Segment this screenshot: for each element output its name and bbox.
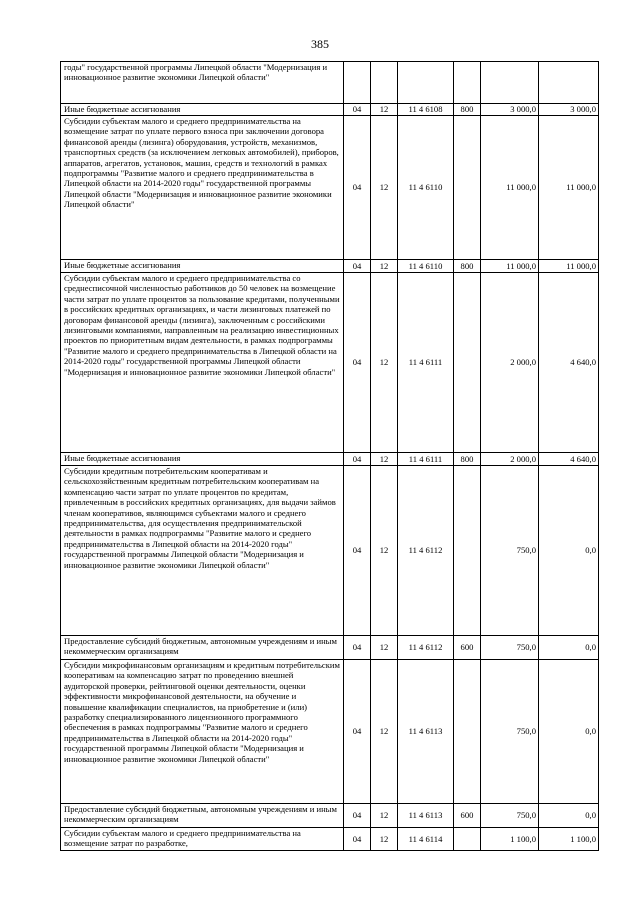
row-subsection: 12 bbox=[371, 453, 398, 466]
table-row bbox=[61, 116, 599, 260]
table-row bbox=[61, 260, 599, 273]
row-section: 04 bbox=[344, 636, 371, 660]
row-expense-type: 800 bbox=[454, 453, 481, 466]
row-target-article: 11 4 6113 bbox=[398, 804, 454, 828]
row-section: 04 bbox=[344, 466, 371, 636]
row-expense-type bbox=[454, 116, 481, 260]
row-subsection: 12 bbox=[371, 636, 398, 660]
budget-table bbox=[60, 61, 599, 851]
row-subsection: 12 bbox=[371, 116, 398, 260]
row-subsection: 12 bbox=[371, 466, 398, 636]
row-expense-type: 800 bbox=[454, 260, 481, 273]
row-section: 04 bbox=[344, 804, 371, 828]
row-amount-2: 4 640,0 bbox=[539, 453, 599, 466]
row-section: 04 bbox=[344, 260, 371, 273]
row-target-article: 11 4 6110 bbox=[398, 260, 454, 273]
row-amount-2 bbox=[539, 62, 599, 104]
row-name: Субсидии субъектам малого и среднего предпринимательства со среднесписочной численностью работников до 50 человек на возмещение части затрат по уплате процентов за пользование кредитами, полученными в российских кредитных организациях, и части лизинговых платежей по договорам финансовой аренды (лизинга), заключенным с российскими лизинговыми компаниями, направленным на реализацию инвестиционных проектов по приоритетным видам деятельности, в рамках подпрограммы "Развитие малого и среднего предпринимательства в Липецкой области на 2014-2020 годы" государственной программы Липецкой области "Модернизация и инновационное развитие экономики Липецкой области" bbox=[61, 273, 344, 453]
row-amount-1: 750,0 bbox=[481, 636, 539, 660]
row-amount-1: 2 000,0 bbox=[481, 453, 539, 466]
row-expense-type: 600 bbox=[454, 636, 481, 660]
row-amount-2: 3 000,0 bbox=[539, 104, 599, 116]
row-name: Предоставление субсидий бюджетным, автономным учреждениям и иным некоммерческим организациям bbox=[61, 804, 344, 828]
row-amount-2: 0,0 bbox=[539, 804, 599, 828]
row-amount-1: 3 000,0 bbox=[481, 104, 539, 116]
row-target-article: 11 4 6110 bbox=[398, 116, 454, 260]
table-row bbox=[61, 828, 599, 851]
row-amount-1 bbox=[481, 62, 539, 104]
table-row bbox=[61, 636, 599, 660]
table-row bbox=[61, 273, 599, 453]
table-row bbox=[61, 466, 599, 636]
row-subsection: 12 bbox=[371, 273, 398, 453]
table-row bbox=[61, 453, 599, 466]
row-subsection: 12 bbox=[371, 260, 398, 273]
row-section: 04 bbox=[344, 273, 371, 453]
row-section: 04 bbox=[344, 104, 371, 116]
row-target-article: 11 4 6113 bbox=[398, 660, 454, 804]
row-target-article: 11 4 6108 bbox=[398, 104, 454, 116]
row-expense-type: 800 bbox=[454, 104, 481, 116]
row-amount-2: 4 640,0 bbox=[539, 273, 599, 453]
row-expense-type bbox=[454, 660, 481, 804]
row-section: 04 bbox=[344, 828, 371, 851]
row-amount-1: 11 000,0 bbox=[481, 116, 539, 260]
row-subsection: 12 bbox=[371, 828, 398, 851]
row-amount-2: 0,0 bbox=[539, 660, 599, 804]
row-name: Субсидии субъектам малого и среднего предпринимательства на возмещение затрат по уплате первого взноса при заключении договора финансовой аренды (лизинга) оборудования, устройств, механизмов, транспортных средств (за исключением легковых автомобилей), приборов, аппаратов, агрегатов, установок, машин, средств и технологий в рамках подпрограммы "Развитие малого и среднего предпринимательства в Липецкой области на 2014-2020 годы" государственной программы Липецкой области "Модернизация и инновационное развитие экономики Липецкой области" bbox=[61, 116, 344, 260]
row-subsection bbox=[371, 62, 398, 104]
row-subsection: 12 bbox=[371, 660, 398, 804]
row-name: Иные бюджетные ассигнования bbox=[61, 453, 344, 466]
page-number: 385 bbox=[311, 37, 329, 51]
row-name: Иные бюджетные ассигнования bbox=[61, 260, 344, 273]
table-row bbox=[61, 62, 599, 104]
row-amount-2: 1 100,0 bbox=[539, 828, 599, 851]
row-target-article: 11 4 6111 bbox=[398, 273, 454, 453]
table-row bbox=[61, 660, 599, 804]
row-amount-1: 750,0 bbox=[481, 804, 539, 828]
row-expense-type: 600 bbox=[454, 804, 481, 828]
row-amount-2: 0,0 bbox=[539, 636, 599, 660]
row-target-article: 11 4 6114 bbox=[398, 828, 454, 851]
row-amount-1: 750,0 bbox=[481, 660, 539, 804]
row-amount-2: 11 000,0 bbox=[539, 116, 599, 260]
row-name: годы" государственной программы Липецкой области "Модернизация и инновационное развитие экономики Липецкой области" bbox=[61, 62, 344, 104]
row-target-article bbox=[398, 62, 454, 104]
row-amount-2: 11 000,0 bbox=[539, 260, 599, 273]
row-amount-1: 2 000,0 bbox=[481, 273, 539, 453]
row-name: Иные бюджетные ассигнования bbox=[61, 104, 344, 116]
row-name: Предоставление субсидий бюджетным, автономным учреждениям и иным некоммерческим организациям bbox=[61, 636, 344, 660]
row-expense-type bbox=[454, 62, 481, 104]
row-target-article: 11 4 6112 bbox=[398, 466, 454, 636]
row-name: Субсидии микрофинансовым организациям и кредитным потребительским кооперативам на компенсацию затрат по проведению внешней аудиторской проверки, рейтинговой оценки деятельности, оценки эффективности микрофинансовой деятельности, на обучение и повышение квалификации специалистов, на приобретение и (или) разработку специализированного лицензионного программного обеспечения в рамках подпрограммы "Развитие малого и среднего предпринимательства в Липецкой области на 2014-2020 годы" государственной программы Липецкой области "Модернизация и инновационное развитие экономики Липецкой области" bbox=[61, 660, 344, 804]
row-expense-type bbox=[454, 466, 481, 636]
row-name: Субсидии субъектам малого и среднего предпринимательства на возмещение затрат по разработке, bbox=[61, 828, 344, 851]
row-section: 04 bbox=[344, 453, 371, 466]
row-amount-1: 750,0 bbox=[481, 466, 539, 636]
row-expense-type bbox=[454, 828, 481, 851]
row-target-article: 11 4 6111 bbox=[398, 453, 454, 466]
row-subsection: 12 bbox=[371, 804, 398, 828]
row-subsection: 12 bbox=[371, 104, 398, 116]
row-amount-1: 11 000,0 bbox=[481, 260, 539, 273]
row-section: 04 bbox=[344, 116, 371, 260]
row-section bbox=[344, 62, 371, 104]
row-amount-1: 1 100,0 bbox=[481, 828, 539, 851]
table-row bbox=[61, 104, 599, 116]
row-name: Субсидии кредитным потребительским кооперативам и сельскохозяйственным кредитным потребительским кооперативам на компенсацию части затрат по уплате процентов по кредитам, привлеченным в российских кредитных организациях, для выдачи займов членам кооперативов, являющимся субъектами малого и среднего предпринимательства, для осуществления предпринимательской деятельности в рамках подпрограммы "Развитие малого и среднего предпринимательства в Липецкой области на 2014-2020 годы" государственной программы Липецкой области "Модернизация и инновационное развитие экономики Липецкой области" bbox=[61, 466, 344, 636]
row-expense-type bbox=[454, 273, 481, 453]
row-target-article: 11 4 6112 bbox=[398, 636, 454, 660]
row-section: 04 bbox=[344, 660, 371, 804]
table-row bbox=[61, 804, 599, 828]
row-amount-2: 0,0 bbox=[539, 466, 599, 636]
